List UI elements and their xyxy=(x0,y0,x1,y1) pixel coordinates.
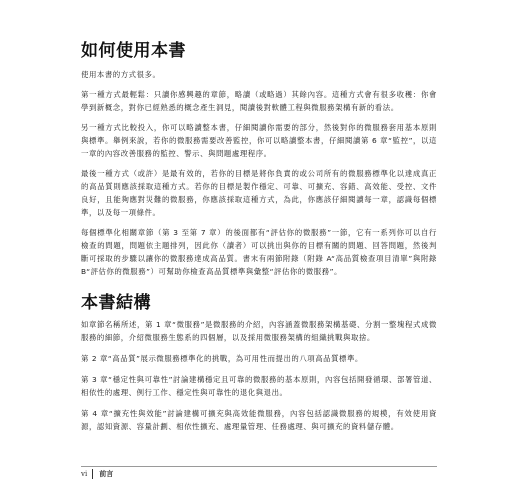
footer-section-title: 前言 xyxy=(99,470,114,478)
paragraph-chapter-2: 第 2 章“高品質”展示微服務標準化的挑戰，為可用性而提出的八項高品質標準。 xyxy=(81,354,363,363)
paragraph-approach-2: 另一種方式比較投入，你可以略讀整本書，仔細閱讀你需要的部分，然後對你的微服務套用基本原則與標準。舉例來說，若你的微服務需要改善監控，你可以略讀整本書，仔細閱讀第 6 章“監控”，以這一章的內容改善服務的監控、警示、與問題處理程序。 xyxy=(81,123,437,158)
intro-paragraph: 使用本書的方式很多。 xyxy=(81,70,161,79)
page-content xyxy=(81,40,437,433)
section-heading-book-structure: 本書結構 xyxy=(81,293,151,313)
paragraph-chapter-3: 第 3 章“穩定性與可靠性”討論建構穩定且可靠的微服務的基本原則，內容包括開發循環、部署管道、相依性的處理、例行工作、穩定性與可靠性的退化與退出。 xyxy=(81,375,437,397)
page-number: vi xyxy=(81,470,88,478)
paragraph-approach-3: 最後一種方式（或許）是最有效的，若你的目標是將你負責的或公司所有的微服務標準化以達成真正的高品質則應該採取這種方式。若你的目標是製作穩定、可靠、可擴充、容錯、高效能、受控、文件良好，且能夠應對災難的微服務，你應該採取這種方式，為此，你應該仔細閱讀每一章，認識每個標準，以及每一項條件。 xyxy=(81,169,437,217)
footer-row xyxy=(81,469,113,479)
paragraph-evaluation: 每個標準化相關章節（第 3 至第 7 章）的後面都有“評估你的微服務”一節，它有一系列你可以自行檢查的問題，問題依主題排列，因此你（讀者）可以挑出與你的目標有關的問題、回答問題，然後判斷可採取的步驟以讓你的微服務達成高品質。書末有兩節附錄（附錄 A“高品質檢查項目清單”與附錄 B“評估你的微服務”）可幫助你檢查高品質標準與彙整“評估你的微服務”。 xyxy=(81,228,437,276)
page-footer xyxy=(81,466,437,478)
section-heading-how-to-use: 如何使用本書 xyxy=(81,41,186,61)
paragraph-chapter-4: 第 4 章“擴充性與效能”討論建構可擴充與高效能微服務，內容包括認識微服務的規模，有效使用資源，認知資源、容量計劃、相依性擴充、處理量管理、任務處理、與可擴充的資料儲存體。 xyxy=(81,409,437,431)
paragraph-chapter-1: 如章節名稱所述，第 1 章“微服務”是微服務的介紹，內容涵蓋微服務架構基礎、分割一整塊程式成微服務的細節，介紹微服務生態系的四個層，以及採用微服務架構的組織挑戰與取捨。 xyxy=(81,320,437,342)
footer-divider xyxy=(92,469,93,479)
paragraph-approach-1: 第一種方式最輕鬆：只讀你感興趣的章節，略讀（或略過）其餘內容。這種方式會有很多收穫：你會學到新概念，對你已經熟悉的概念產生洞見，閱讀後對軟體工程與微服務架構有新的看法。 xyxy=(81,90,437,112)
